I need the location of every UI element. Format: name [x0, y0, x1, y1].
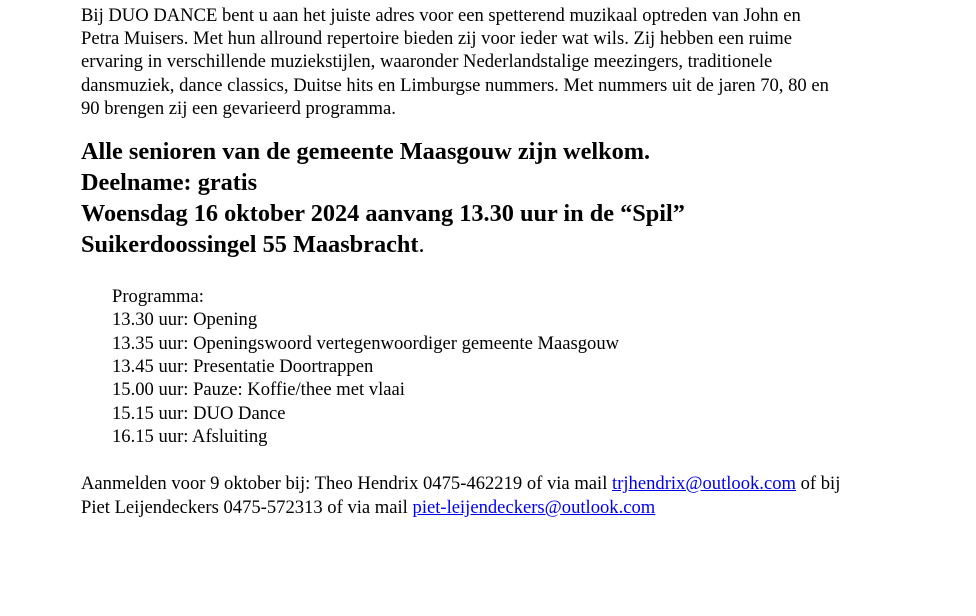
program-item: 13.30 uur: Opening [112, 309, 258, 331]
program-item: 13.35 uur: Openingswoord vertegenwoordiger gemeente Maasgouw [112, 332, 620, 354]
date-time-heading: Woensdag 16 oktober 2024 aanvang 13.30 uur in de “Spil” [81, 200, 685, 228]
program-item: 16.15 uur: Afsluiting [112, 425, 268, 447]
email-link-theo[interactable]: trjhendrix@outlook.com [612, 473, 796, 495]
intro-line: 90 brengen zij een gevarieerd programma. [81, 97, 396, 119]
signup-line-2 [81, 496, 961, 520]
signup-text-2: Piet Leijendeckers 0475-572313 of via mail [81, 497, 413, 519]
intro-line: Petra Muisers. Met hun allround repertoire bieden zij voor ieder wat wils. Zij hebben een ruime [81, 28, 792, 50]
intro-paragraph [81, 4, 961, 120]
address-text: Suikerdoossingel 55 Maasbracht [81, 231, 419, 259]
signup-suffix-1: of bij [795, 473, 841, 495]
intro-line: ervaring in verschillende muziekstijlen, waaronder Nederlandstalige meezingers, traditionele [81, 51, 773, 73]
intro-line: dansmuziek, dance classics, Duitse hits en Limburgse nummers. Met nummers uit de jaren 70, 80 en [81, 74, 829, 96]
fee-heading: Deelname: gratis [81, 169, 258, 197]
document-page [81, 4, 961, 520]
address-heading [81, 229, 961, 260]
event-headline [81, 136, 961, 260]
program-item: 13.45 uur: Presentatie Doortrappen [112, 355, 374, 377]
welcome-heading: Alle senioren van de gemeente Maasgouw zijn welkom. [81, 138, 651, 166]
intro-line: Bij DUO DANCE bent u aan het juiste adres voor een spetterend muzikaal optreden van John en [81, 5, 801, 26]
program-item: 15.15 uur: DUO Dance [112, 402, 286, 424]
address-period: . [418, 231, 425, 259]
signup-paragraph [81, 472, 961, 520]
program-list [112, 285, 961, 448]
program-title: Programma: [112, 286, 204, 308]
signup-line-1 [81, 472, 961, 496]
signup-text-1: Aanmelden voor 9 oktober bij: Theo Hendrix 0475-462219 of via mail [81, 473, 613, 495]
program-item: 15.00 uur: Pauze: Koffie/thee met vlaai [112, 379, 405, 401]
email-link-piet[interactable]: piet-leijendeckers@outlook.com [412, 497, 656, 519]
